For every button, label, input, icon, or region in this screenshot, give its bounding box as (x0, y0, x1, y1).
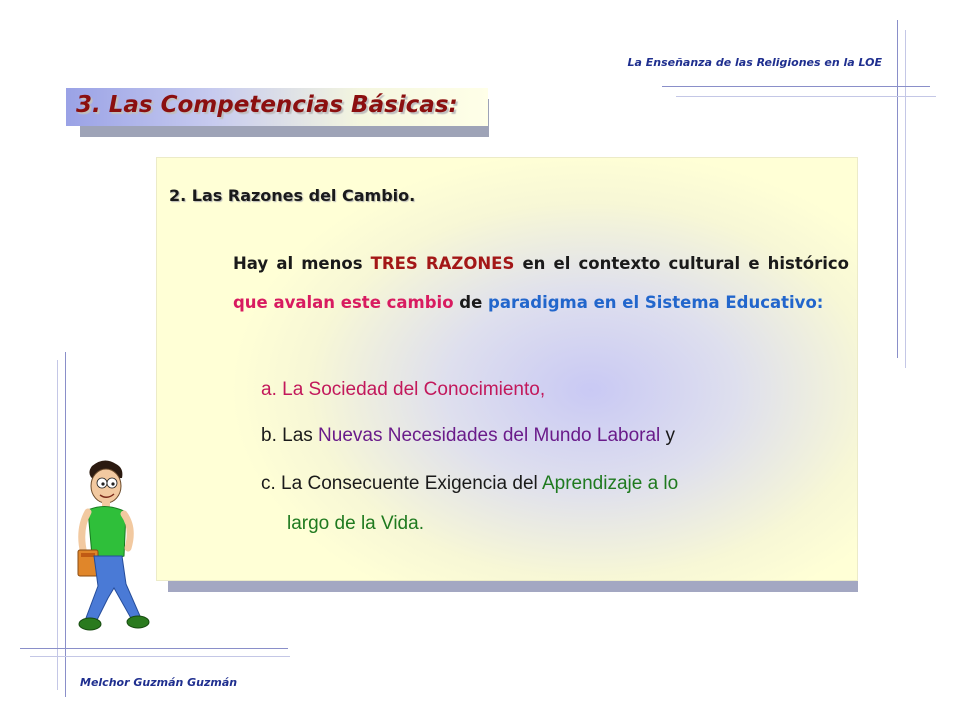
reason-b (261, 425, 675, 447)
header-subtitle: La Enseñanza de las Religiones en la LOE (627, 56, 882, 69)
author-footer: Melchor Guzmán Guzmán (80, 676, 238, 689)
reason-c (261, 473, 678, 495)
frame-line-bottom-left-v1 (65, 352, 66, 697)
intro-text-2: en el contexto cultural e histórico (514, 254, 849, 273)
reason-b-highlight: Nuevas Necesidades del Mundo Laboral (318, 425, 661, 446)
frame-line-bottom-left-h1 (20, 648, 288, 649)
intro-text-3: de (453, 293, 489, 312)
intro-paragraph (233, 244, 849, 322)
intro-highlight-tres-razones: TRES RAZONES (370, 254, 515, 273)
reason-b-prefix: b. Las (261, 425, 319, 446)
frame-line-top-right-v2 (905, 30, 906, 368)
frame-line-bottom-left-h2 (30, 656, 290, 657)
intro-highlight-paradigma: paradigma en el Sistema Educativo: (488, 293, 824, 312)
title-banner (66, 88, 488, 126)
frame-line-top-right-h1 (662, 86, 930, 87)
reason-c-line2: largo de la Vida. (287, 513, 424, 534)
frame-line-top-right-v1 (897, 20, 898, 358)
intro-highlight-cambio: que avalan este cambio (233, 293, 454, 312)
reason-c-prefix: c. La Consecuente Exigencia del (261, 473, 542, 494)
section-heading: 2. Las Razones del Cambio. (169, 186, 416, 205)
frame-line-top-right-h2 (676, 96, 936, 97)
frame-line-bottom-left-v2 (57, 360, 58, 690)
content-panel (156, 157, 858, 581)
reason-a: a. La Sociedad del Conocimiento, (261, 379, 546, 400)
reason-b-suffix: y (660, 425, 676, 446)
page-title: 3. Las Competencias Básicas: (76, 92, 458, 118)
reason-c-highlight: Aprendizaje a lo (541, 473, 679, 494)
walking-student-icon (74, 458, 152, 640)
intro-text-1: Hay al menos (233, 254, 371, 273)
